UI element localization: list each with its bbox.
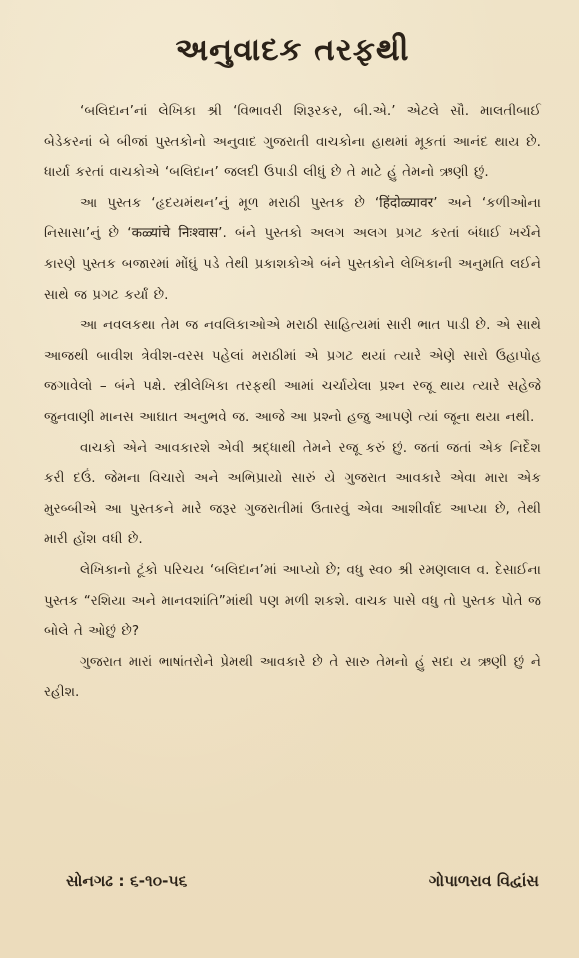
place-date: સોનગઢ : ૬-૧૦-૫૬	[66, 872, 188, 890]
paragraph-6: ગુજરાત મારાં ભાષાંતરોને પ્રેમથી આવકારે છે તે સારુ તેમનો હું સદા ય ઋણી છું ને રહીશ.	[44, 653, 541, 701]
paragraph-3: આ નવલકથા તેમ જ નવલિકાઓએ મરાઠી સાહિત્યમાં સારી ભાત પાડી છે. એ સાથે આજથી બાવીશ ત્રેવીશ-વરસ પહેલાં મરાઠીમાં એ પ્રગટ થયાં ત્યારે એણે સારો ઉહાપોહ જગાવેલો – બંને પક્ષે. સ્ત્રીલેખિકા તરફથી આમાં ચર્ચાયેલા પ્રશ્ન રજૂ થાય ત્યારે સહેજે જુનવાણી માનસ આઘાત અનુભવે જ. આજે આ પ્રશ્નો હજુ આપણે ત્યાં જૂના થયા નથી.	[44, 317, 541, 425]
paragraph-5: લેખિકાનો ટૂંકો પરિચય ‘બલિદાન’માં આપ્યો છે; વધુ સ્વ૦ શ્રી રમણલાલ વ. દેસાઈના પુસ્તક “રશિયા અને માનવશાંતિ”માંથી પણ મળી શકશે. વાચક પાસે વધુ તો પુસ્તક પોતે જ બોલે તે ઓછું છે?	[44, 561, 541, 640]
paragraph-4: વાચકો એને આવકારશે એવી શ્રદ્ધાથી તેમને રજૂ કરું છું. જતાં જતાં એક નિર્દેશ કરી દઉં. જેમના વિચારો અને અભિપ્રાયો સારું યે ગુજરાત આવકારે એવા મારા એક મુરબ્બીએ આ પુસ્તકને મારે જરૂર ગુજરાતીમાં ઉતારવું એવા આશીર્વાદ આપ્યા છે, તેથી મારી હોંશ વધી છે.	[44, 439, 541, 548]
paragraph-1: ‘બલિદાન’નાં લેખિકા શ્રી ‘વિભાવરી શિરૂરકર, બી.એ.’ એટલે સૌ. માલતીબાઈ બેડેકરનાં બે બીજાં પુસ્તકોનો અનુવાદ ગુજરાતી વાચકોના હાથમાં મૂકતાં આનંદ થાય છે. ધાર્યા કરતાં વાચકોએ ‘બલિદાન’ જલદી ઉપાડી લીધું છે તે માટે હું તેમનો ઋણી છું.	[44, 103, 541, 181]
paragraph-2: આ પુસ્તક ‘હૃદયમંથન’નું મૂળ મરાઠી પુસ્તક છે ‘हिंदोळ्यावर’ અને ‘કળીઓના નિસાસા’નું છે ‘कळ्यांचे निःश्वास’. બંને પુસ્તકો અલગ અલગ પ્રગટ કરતાં બંધાઈ ખર્ચને કારણે પુસ્તક બજારમાં મોંઘું પડે તેથી પ્રકાશકોએ બંને પુસ્તકોને લેખિકાની અનુમતિ લઈને સાથે જ પ્રગટ કર્યાં છે.	[44, 194, 541, 303]
translator-name: ગોપાળરાવ વિદ્વાંસ	[428, 872, 539, 890]
signature-line	[66, 872, 539, 891]
page-title: અનુવાદક તરફથી	[175, 32, 410, 68]
